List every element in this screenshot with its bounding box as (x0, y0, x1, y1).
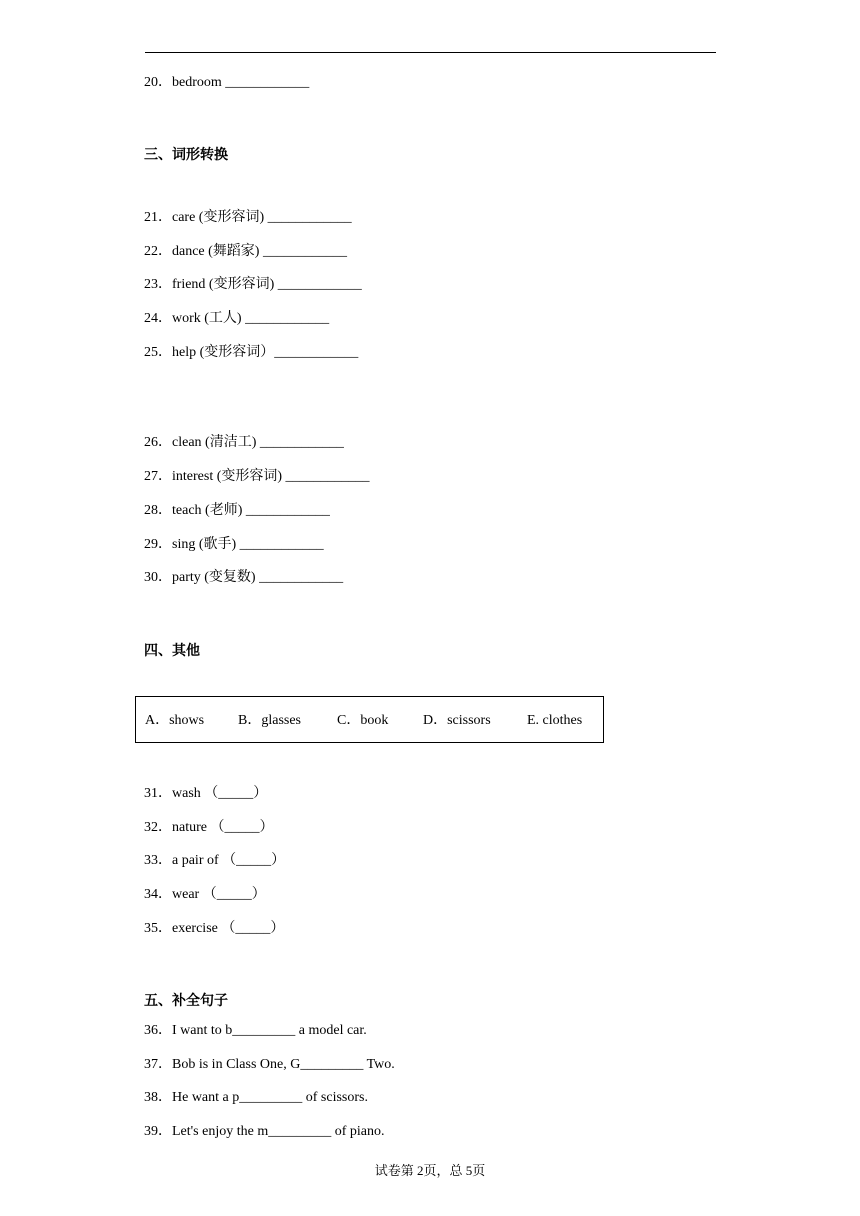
question-24: 24．work (工人) ____________ (144, 311, 330, 326)
option-b: B．glasses (238, 713, 301, 728)
question-32: 32．nature （_____） (144, 820, 274, 835)
question-30: 30．party (变复数) ____________ (144, 570, 344, 585)
question-35: 35．exercise （_____） (144, 921, 285, 936)
section-4-title: 四、其他 (144, 643, 200, 659)
question-29: 29．sing (歌手) ____________ (144, 537, 324, 552)
question-26: 26．clean (清洁工) ____________ (144, 435, 344, 450)
section-3-title: 三、词形转换 (144, 147, 228, 163)
option-c: C．book (337, 713, 389, 728)
question-25: 25．help (变形容词）____________ (144, 345, 359, 360)
question-37: 37．Bob is in Class One, G_________ Two. (144, 1057, 395, 1072)
question-20: 20．bedroom ____________ (144, 75, 310, 90)
question-39: 39．Let's enjoy the m_________ of piano. (144, 1124, 385, 1139)
page-footer: 试卷第 2页，总 5页 (374, 1163, 486, 1178)
question-36: 36．I want to b_________ a model car. (144, 1023, 367, 1038)
question-34: 34．wear （_____） (144, 887, 266, 902)
question-21: 21．care (变形容词) ____________ (144, 210, 352, 225)
question-33: 33．a pair of （_____） (144, 853, 286, 868)
question-28: 28．teach (老师) ____________ (144, 503, 330, 518)
question-31: 31．wash （_____） (144, 786, 268, 801)
question-38: 38．He want a p_________ of scissors. (144, 1090, 368, 1105)
question-27: 27．interest (变形容词) ____________ (144, 469, 370, 484)
question-23: 23．friend (变形容词) ____________ (144, 277, 362, 292)
options-box (135, 696, 604, 743)
question-22: 22．dance (舞蹈家) ____________ (144, 244, 347, 259)
option-a: A．shows (145, 713, 205, 728)
header-rule (145, 52, 716, 53)
section-5-title: 五、补全句子 (144, 993, 228, 1009)
option-e: E. clothes (527, 713, 583, 728)
option-d: D．scissors (423, 713, 491, 728)
